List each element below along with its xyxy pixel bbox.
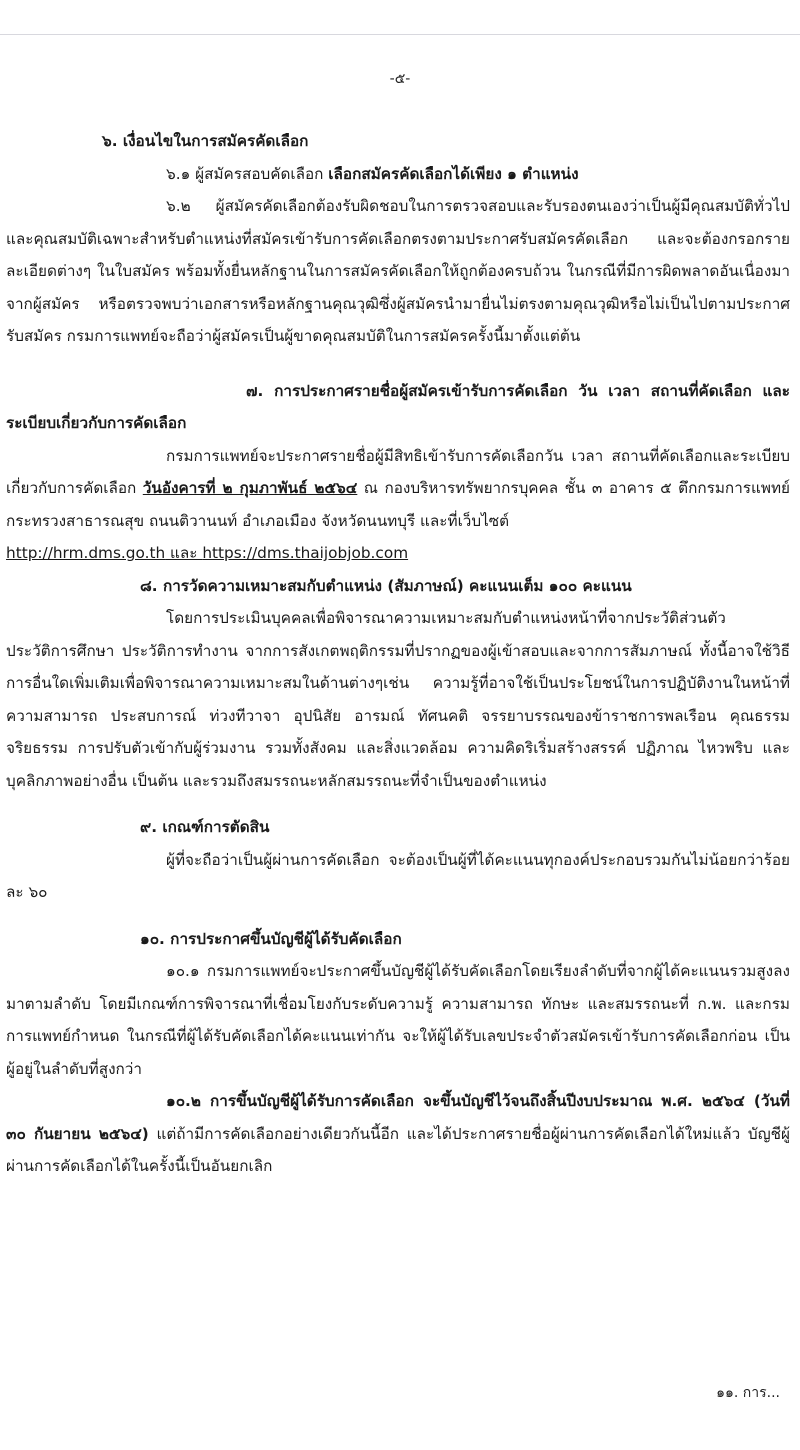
section-8-heading: ๘. การวัดความเหมาะสมกับตำแหน่ง (สัมภาษณ์) คะแนนเต็ม ๑๐๐ คะแนน xyxy=(140,576,632,595)
section-7-body-suffix: ณ กองบริหารทรัพยากรบุคคล ชั้น ๓ อาคาร ๕ ตึกกรมการแพทย์ กระทรวงสาธารณสุข ถนนติวานนท์ อำเภอเมือง จังหวัดนนทบุรี และที่เว็บไซต์ xyxy=(6,479,790,530)
section-10-item-1: ๑๐.๑ กรมการแพทย์จะประกาศขึ้นบัญชีผู้ได้รับคัดเลือกโดยเรียงลำดับที่จากผู้ได้คะแนนรวมสูงลงมาตามลำดับ โดยมีเกณฑ์การพิจารณาที่เชื่อมโยงกับระดับความรู้ ความสามารถ ทักษะ และสมรรถนะที่ ก.พ. และกรมการแพทย์กำหนด ในกรณีที่ผู้ได้รับคัดเลือกได้คะแนนเท่ากัน จะให้ผู้ได้รับเลขประจำตัวสมัครเข้ารับการคัดเลือกก่อน เป็นผู้อยู่ในลำดับที่สูงกว่า xyxy=(6,962,790,1078)
section-7-body xyxy=(6,440,790,538)
thaijobjob-website-link[interactable]: https://dms.thaijobjob.com xyxy=(202,544,409,562)
section-7-links xyxy=(6,537,790,570)
section-7-date: วันอังคารที่ ๒ กุมภาพันธ์ ๒๕๖๔ xyxy=(142,479,358,497)
section-6-item-1-emphasis: เลือกสมัครคัดเลือกได้เพียง ๑ ตำแหน่ง xyxy=(328,164,579,183)
section-6-heading: ๖. เงื่อนไขในการสมัครคัดเลือก xyxy=(102,132,309,150)
section-10-item-2 xyxy=(6,1085,790,1183)
section-10-item-2-emphasis: ๑๐.๒ การขึ้นบัญชีผู้ได้รับการคัดเลือก จะขึ้นบัญชีไว้จนถึงสิ้นปีงบประมาณ พ.ศ. ๒๕๖๔ (วันที่ ๓๐ กันยายน ๒๕๖๔) xyxy=(6,1092,790,1143)
scan-edge-line xyxy=(0,34,800,35)
section-6-item-1 xyxy=(6,158,790,191)
section-9-body: ผู้ที่จะถือว่าเป็นผู้ผ่านการคัดเลือก จะต้องเป็นผู้ที่ได้คะแนนทุกองค์ประกอบรวมกันไม่น้อยกว่าร้อยละ ๖๐ xyxy=(6,850,790,901)
section-7-heading: ๗. การประกาศรายชื่อผู้สมัครเข้ารับการคัดเลือก วัน เวลา สถานที่คัดเลือก และระเบียบเกี่ยวกับการคัดเลือก xyxy=(6,381,790,432)
document-body xyxy=(6,125,790,1183)
link-joiner: และ xyxy=(165,544,203,562)
section-6-item-1-text: ๖.๑ ผู้สมัครสอบคัดเลือก xyxy=(166,164,329,183)
hrm-website-link[interactable]: http://hrm.dms.go.th xyxy=(6,544,166,562)
section-9-heading: ๙. เกณฑ์การตัดสิน xyxy=(140,818,270,836)
page-number: -๕- xyxy=(389,71,411,87)
section-7-body-prefix: กรมการแพทย์จะประกาศรายชื่อผู้มีสิทธิเข้ารับการคัดเลือกวัน เวลา สถานที่คัดเลือกและระเบียบเกี่ยวกับการคัดเลือก xyxy=(6,446,790,497)
section-6-item-2: ๖.๒ ผู้สมัครคัดเลือกต้องรับผิดชอบในการตรวจสอบและรับรองตนเองว่าเป็นผู้มีคุณสมบัติทั่วไปและคุณสมบัติเฉพาะสำหรับตำแหน่งที่สมัครเข้ารับการคัดเลือกตรงตามประกาศรับสมัครคัดเลือก และจะต้องกรอกรายละเอียดต่างๆ ในใบสมัคร พร้อมทั้งยื่นหลักฐานในการสมัครคัดเลือกให้ถูกต้องครบถ้วน ในกรณีที่มีการผิดพลาดอันเนื่องมาจากผู้สมัคร หรือตรวจพบว่าเอกสารหรือหลักฐานคุณวุฒิซึ่งผู้สมัครนำมายื่นไม่ตรงตามคุณวุฒิหรือไม่เป็นไปตามประกาศรับสมัคร กรมการแพทย์จะถือว่าผู้สมัครเป็นผู้ขาดคุณสมบัติในการสมัครครั้งนี้มาตั้งแต่ต้น xyxy=(6,197,790,345)
section-8-body: โดยการประเมินบุคคลเพื่อพิจารณาความเหมาะสมกับตำแหน่งหน้าที่จากประวัติส่วนตัว ประวัติการศึกษา ประวัติการทำงาน จากการสังเกตพฤติกรรมที่ปรากฏของผู้เข้าสอบและจากการสัมภาษณ์ ทั้งนี้อาจใช้วิธีการอื่นใดเพิ่มเติมเพื่อพิจารณาความเหมาะสมในด้านต่างๆเช่น ความรู้ที่อาจใช้เป็นประโยชน์ในการปฏิบัติงานในหน้าที่ ความสามารถ ประสบการณ์ ท่วงทีวาจา อุปนิสัย อารมณ์ ทัศนคติ จรรยาบรรณของข้าราชการพลเรือน คุณธรรม จริยธรรม การปรับตัวเข้ากับผู้ร่วมงาน รวมทั้งสังคม และสิ่งแวดล้อม ความคิดริเริ่มสร้างสรรค์ ปฏิภาณ ไหวพริบ และบุคลิกภาพอย่างอื่น เป็นต้น และรวมถึงสมรรถนะหลักสมรรถนะที่จำเป็นของตำแหน่ง xyxy=(6,609,790,790)
next-page-reference: ๑๑. การ... xyxy=(716,1385,780,1401)
section-10-item-2-text: แต่ถ้ามีการคัดเลือกอย่างเดียวกันนี้อีก และได้ประกาศรายชื่อผู้ผ่านการคัดเลือกได้ใหม่แล้ว บัญชีผู้ผ่านการคัดเลือกได้ในครั้งนี้เป็นอันยกเลิก xyxy=(6,1124,790,1175)
section-10-heading: ๑๐. การประกาศขึ้นบัญชีผู้ได้รับคัดเลือก xyxy=(140,929,402,948)
